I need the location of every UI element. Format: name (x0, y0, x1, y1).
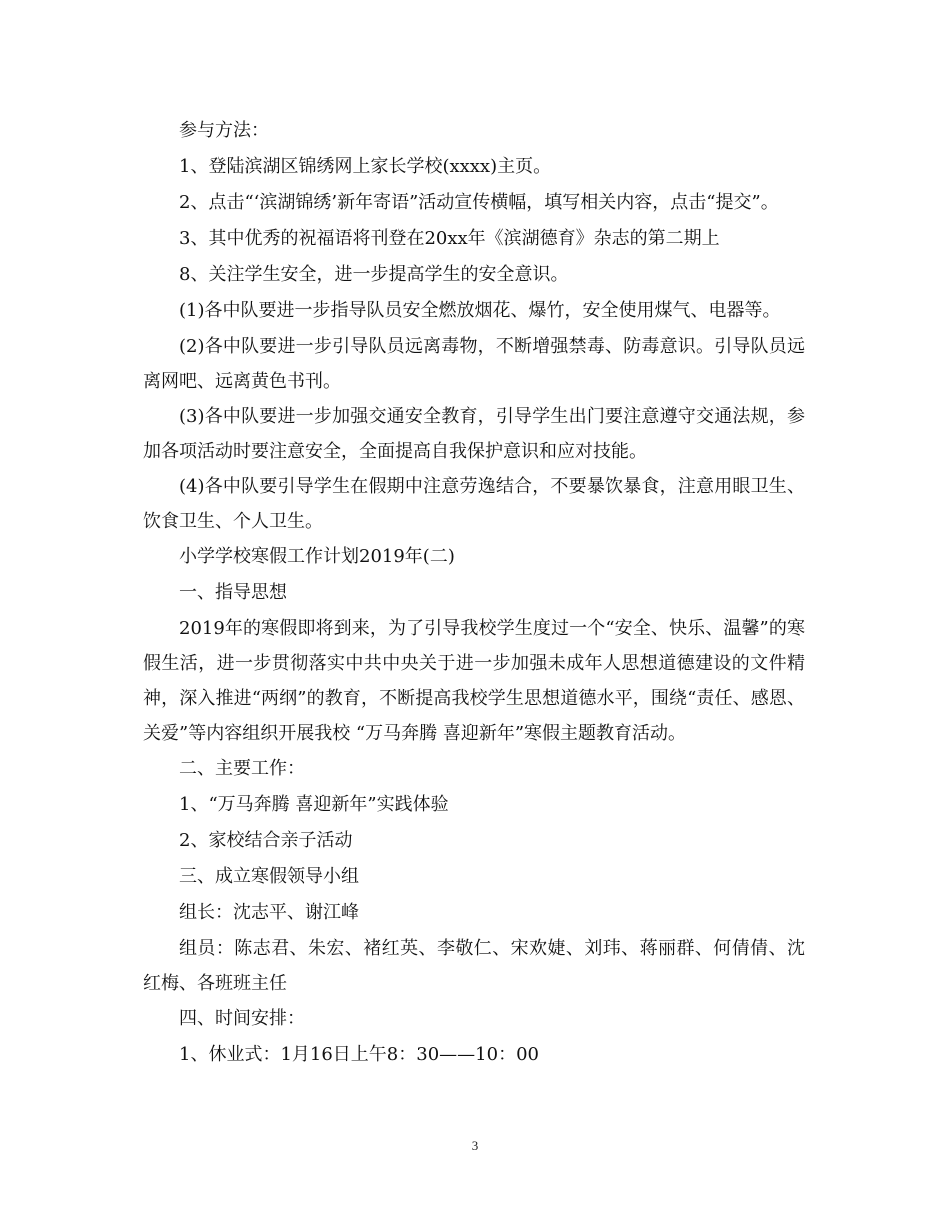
section-title-plan-2: 小学学校寒假工作计划2019年(二) (179, 546, 455, 567)
paragraph-group-leaders: 组长：沈志平、谢江峰 (179, 902, 359, 923)
page-number: 3 (471, 1138, 479, 1153)
paragraph-group-members: 组员：陈志君、朱宏、褚红英、李敬仁、宋欢婕、刘玮、蒋丽群、何倩倩、沈红梅、各班班主任 (143, 938, 805, 994)
paragraph-step-1: 1、登陆滨湖区锦绣网上家长学校(xxxx)主页。 (179, 156, 552, 177)
paragraph-safety-3: (3)各中队要进一步加强交通安全教育，引导学生出门要注意遵守交通法规，参加各项活动时要注意安全，全面提高自我保护意识和应对技能。 (143, 406, 805, 462)
paragraph-main-work-2: 2、家校结合亲子活动 (179, 830, 353, 851)
paragraph-item-8-safety: 8、关注学生安全，进一步提高学生的安全意识。 (179, 264, 569, 285)
paragraph-safety-2: (2)各中队要进一步引导队员远离毒物，不断增强禁毒、防毒意识。引导队员远离网吧、远离黄色书刊。 (143, 336, 805, 392)
paragraph-guiding-ideology: 2019年的寒假即将到来，为了引导我校学生度过一个“安全、快乐、温馨”的寒假生活，进一步贯彻落实中共中央关于进一步加强未成年人思想道德建设的文件精神，深入推进“两纲”的教育，不断提高我校学生思想道德水平，围绕“责任、感恩、关爱”等内容组织开展我校 “万马奔腾 喜迎新年”寒假主题教育活动。 (143, 618, 805, 744)
heading-leadership-group: 三、成立寒假领导小组 (179, 866, 359, 887)
heading-schedule: 四、时间安排： (179, 1008, 305, 1029)
paragraph-schedule-1: 1、休业式：1月16日上午8：30——10：00 (179, 1044, 539, 1065)
heading-main-work: 二、主要工作： (179, 758, 305, 779)
paragraph-step-3: 3、其中优秀的祝福语将刊登在20xx年《滨湖德育》杂志的第二期上 (179, 228, 720, 249)
paragraph-safety-4: (4)各中队要引导学生在假期中注意劳逸结合，不要暴饮暴食，注意用眼卫生、饮食卫生、个人卫生。 (143, 476, 805, 532)
paragraph-step-2: 2、点击“‘滨湖锦绣’新年寄语”活动宣传横幅，填写相关内容，点击“提交”。 (179, 192, 779, 213)
paragraph-participation-method: 参与方法： (179, 120, 269, 141)
paragraph-main-work-1: 1、“万马奔腾 喜迎新年”实践体验 (179, 794, 449, 815)
heading-guiding-ideology: 一、指导思想 (179, 582, 287, 603)
paragraph-safety-1: (1)各中队要进一步指导队员安全燃放烟花、爆竹，安全使用煤气、电器等。 (179, 300, 781, 321)
document-body (143, 113, 805, 1073)
